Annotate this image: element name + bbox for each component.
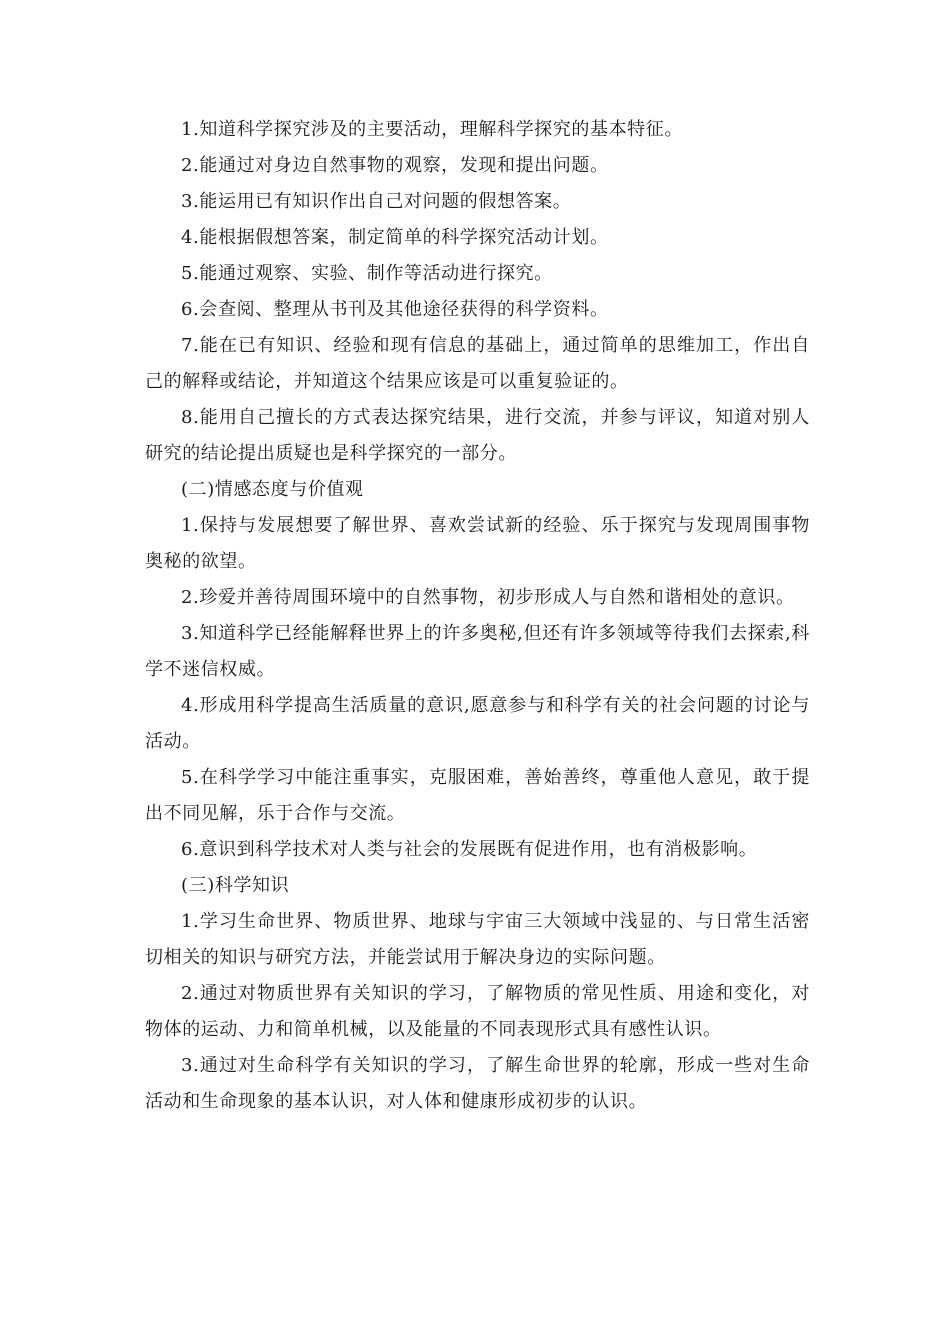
paragraph-11: 3.知道科学已经能解释世界上的许多奥秘,但还有许多领域等待我们去探索,科学不迷信权威。	[145, 623, 810, 680]
paragraph-17: 3.通过对生命科学有关知识的学习，了解生命世界的轮廓，形成一些对生命活动和生命现象的基本认识，对人体和健康形成初步的认识。	[145, 1055, 810, 1112]
section-heading-2: (二)情感态度与价值观	[181, 479, 364, 500]
paragraph-2: 2.能通过对身边自然事物的观察，发现和提出问题。	[181, 155, 609, 176]
paragraph-9: 1.保持与发展想要了解世界、喜欢尝试新的经验、乐于探究与发现周围事物奥秘的欲望。	[145, 515, 810, 572]
paragraph-12: 4.形成用科学提高生活质量的意识,愿意参与和科学有关的社会问题的讨论与活动。	[145, 695, 810, 752]
paragraph-16: 2.通过对物质世界有关知识的学习，了解物质的常见性质、用途和变化，对物体的运动、力和简单机械，以及能量的不同表现形式具有感性认识。	[145, 983, 810, 1040]
section-heading-3: (三)科学知识	[181, 875, 290, 896]
paragraph-4: 4.能根据假想答案，制定简单的科学探究活动计划。	[181, 227, 609, 248]
paragraph-13: 5.在科学学习中能注重事实，克服困难，善始善终，尊重他人意见，敢于提出不同见解，乐于合作与交流。	[145, 767, 810, 824]
paragraph-6: 6.会查阅、整理从书刊及其他途径获得的科学资料。	[181, 299, 609, 320]
paragraph-5: 5.能通过观察、实验、制作等活动进行探究。	[181, 263, 553, 284]
paragraph-14: 6.意识到科学技术对人类与社会的发展既有促进作用，也有消极影响。	[181, 839, 758, 860]
paragraph-1: 1.知道科学探究涉及的主要活动，理解科学探究的基本特征。	[181, 119, 683, 140]
paragraph-7: 7.能在已有知识、经验和现有信息的基础上，通过简单的思维加工，作出自己的解释或结论，并知道这个结果应该是可以重复验证的。	[145, 335, 810, 392]
paragraph-10: 2.珍爱并善待周围环境中的自然事物，初步形成人与自然和谐相处的意识。	[181, 587, 795, 608]
paragraph-8: 8.能用自己擅长的方式表达探究结果，进行交流，并参与评议，知道对别人研究的结论提出质疑也是科学探究的一部分。	[145, 407, 810, 464]
paragraph-15: 1.学习生命世界、物质世界、地球与宇宙三大领域中浅显的、与日常生活密切相关的知识与研究方法，并能尝试用于解决身边的实际问题。	[145, 911, 810, 968]
paragraph-3: 3.能运用已有知识作出自己对问题的假想答案。	[181, 191, 572, 212]
document-body	[145, 112, 810, 1120]
